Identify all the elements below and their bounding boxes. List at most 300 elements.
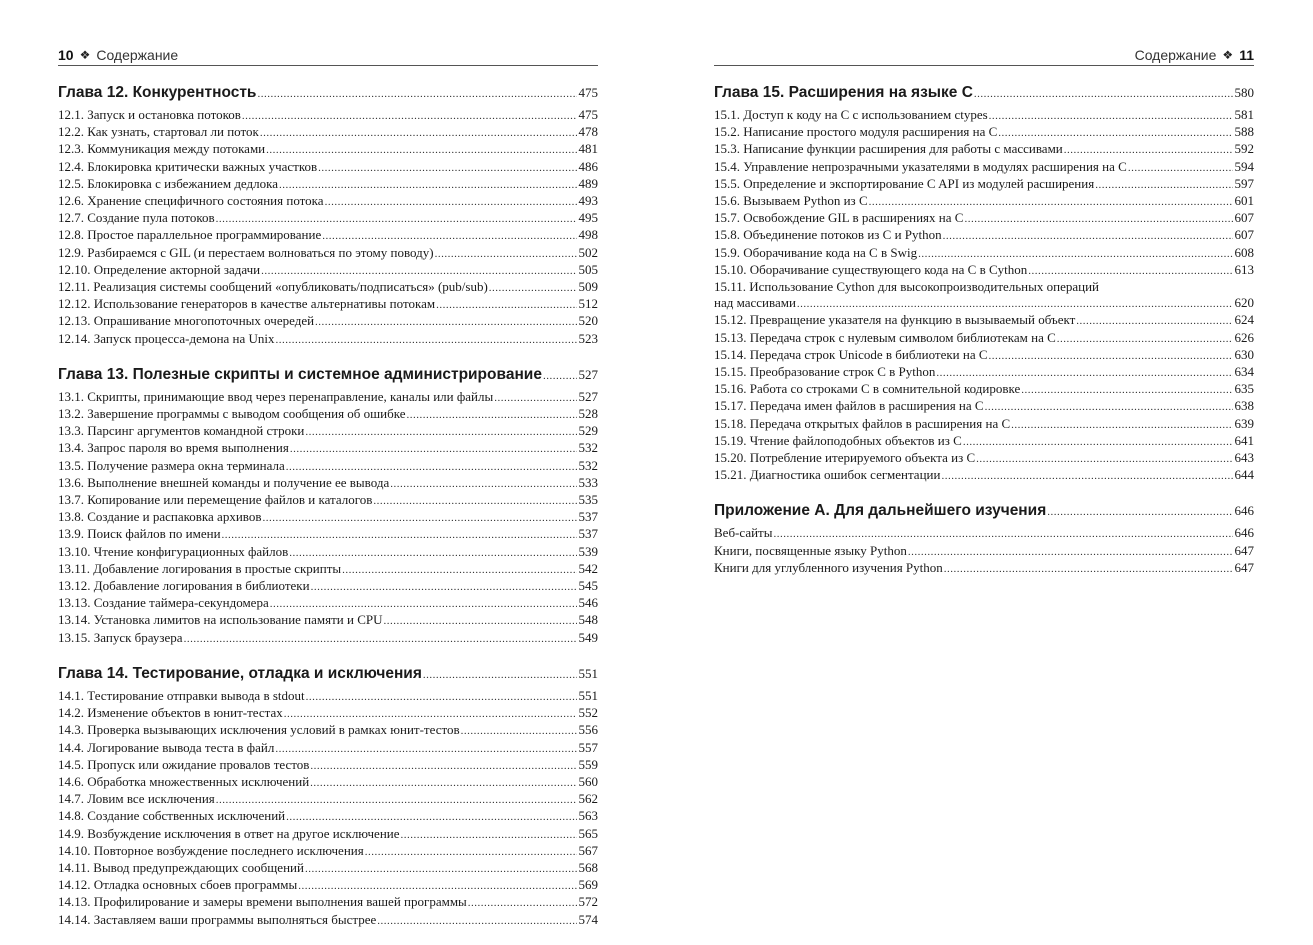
toc-entry[interactable] [58, 389, 598, 406]
toc-entry-title: 15.12. Превращение указателя на функцию в вызываемый объект [714, 312, 1076, 328]
chapter-page-number: 551 [578, 665, 598, 681]
toc-entry-title: 13.12. Добавление логирования в библиотеки [58, 578, 310, 594]
toc-entry-page-number: 557 [578, 739, 598, 755]
toc-entry[interactable] [714, 245, 1254, 262]
toc-entry-title: 15.4. Управление непрозрачными указателями в модулях расширения на C [714, 158, 1127, 174]
toc-entry-title: 13.11. Добавление логирования в простые скрипты [58, 560, 342, 576]
toc-entry[interactable] [58, 423, 598, 440]
toc-entry[interactable] [58, 475, 598, 492]
toc-entry-page-number: 509 [578, 279, 598, 295]
toc-entry-title: 15.18. Передача открытых файлов в расширения на C [714, 415, 1011, 431]
toc-entry-page-number: 613 [1234, 261, 1254, 277]
dot-leader [365, 844, 577, 860]
dot-leader [407, 407, 577, 423]
chapter-page-number: 580 [1234, 85, 1254, 100]
toc-entry[interactable] [714, 312, 1254, 329]
toc-entry[interactable] [58, 791, 598, 808]
toc-entry-page-number: 563 [578, 808, 598, 824]
running-head-left [58, 44, 598, 66]
toc-entry-title: 15.2. Написание простого модуля расширения на C [714, 124, 998, 140]
chapter-title: Глава 13. Полезные скрипты и системное администрирование [58, 365, 542, 383]
toc-entry[interactable] [58, 826, 598, 843]
dot-leader [260, 125, 577, 141]
dot-leader [918, 246, 1232, 262]
toc-entry-title: Книги, посвященные языку Python [714, 542, 907, 558]
dot-leader [284, 706, 577, 722]
toc-entry-page-number: 647 [1234, 542, 1254, 558]
toc-entry-page-number: 562 [578, 791, 598, 807]
toc-entry-title: 15.8. Объединение потоков из C и Python [714, 227, 942, 243]
toc-entry[interactable] [58, 227, 598, 244]
table-of-contents [58, 82, 598, 945]
toc-entry[interactable] [714, 467, 1254, 484]
dot-leader [266, 142, 576, 158]
toc-entry-title: 13.2. Завершение программы с выводом сообщения об ошибке [58, 406, 406, 422]
dot-leader [974, 83, 1233, 105]
toc-entry-page-number: 639 [1234, 415, 1254, 431]
dot-leader [423, 664, 577, 686]
toc-entry-page-number: 542 [578, 560, 598, 576]
toc-entry[interactable] [714, 416, 1254, 433]
dot-leader [989, 108, 1233, 124]
toc-entry-page-number: 552 [578, 705, 598, 721]
dot-leader [261, 263, 576, 279]
toc-entry-page-number: 486 [578, 158, 598, 174]
dot-leader [1028, 263, 1232, 279]
chapter-heading[interactable] [58, 82, 598, 105]
toc-entry-title: 13.1. Скрипты, принимающие ввод через перенаправление, каналы или файлы [58, 388, 494, 404]
toc-entry-page-number: 574 [578, 911, 598, 927]
toc-entry-page-number: 608 [1234, 244, 1254, 260]
toc-entry-page-number: 535 [578, 492, 598, 508]
dot-leader [279, 177, 576, 193]
dot-leader [401, 827, 577, 843]
toc-entry-title: 12.10. Определение акторной задачи [58, 261, 261, 277]
toc-entry-page-number: 647 [1234, 559, 1254, 575]
toc-entry[interactable] [714, 193, 1254, 210]
toc-entry-page-number: 551 [578, 687, 598, 703]
toc-entry-page-number: 548 [578, 612, 598, 628]
toc-entry[interactable] [58, 894, 598, 911]
dot-leader [216, 792, 577, 808]
dot-leader [216, 211, 577, 227]
toc-entry-title: 12.8. Простое параллельное программирование [58, 227, 322, 243]
dot-leader [390, 476, 576, 492]
chapter-page-number: 527 [578, 366, 598, 382]
toc-entry-title: 15.17. Передача имен файлов в расширения на C [714, 398, 984, 414]
toc-entry-page-number: 641 [1234, 432, 1254, 448]
dot-leader [286, 809, 576, 825]
toc-entry-page-number: 481 [578, 141, 598, 157]
dot-leader [325, 194, 577, 210]
toc-entry-title: 14.12. Отладка основных сбоев программы [58, 877, 298, 893]
toc-entry-title: 12.13. Опрашивание многопоточных очередей [58, 313, 315, 329]
dot-leader [257, 83, 576, 105]
toc-entry[interactable] [58, 843, 598, 860]
toc-entry[interactable] [714, 210, 1254, 227]
chapter-heading[interactable] [58, 364, 598, 387]
toc-entry-page-number: 588 [1234, 124, 1254, 140]
dot-leader [773, 526, 1232, 542]
dot-leader [275, 741, 576, 757]
toc-entry[interactable] [714, 159, 1254, 176]
dot-leader [461, 723, 577, 739]
toc-entry[interactable] [58, 774, 598, 791]
toc-entry[interactable] [58, 210, 598, 227]
toc-entry-title[interactable]: 15.11. Использование Cython для высокопроизводительных операций [714, 279, 1099, 295]
toc-entry[interactable] [58, 331, 598, 348]
dot-leader [377, 913, 576, 929]
toc-entry-title: 15.14. Передача строк Unicode в библиотеки на C [714, 346, 988, 362]
toc-entry[interactable] [58, 860, 598, 877]
toc-entry-page-number: 560 [578, 773, 598, 789]
toc-entry-title: 12.4. Блокировка критически важных участков [58, 158, 318, 174]
toc-entry-title: 14.13. Профилирование и замеры времени выполнения вашей программы [58, 894, 467, 910]
toc-entry-title: 15.16. Работа со строками C в сомнительной кодировке [714, 381, 1021, 397]
toc-entry[interactable] [58, 526, 598, 543]
dot-leader [310, 758, 576, 774]
dot-leader [543, 365, 577, 387]
toc-entry[interactable] [58, 440, 598, 457]
dot-leader [1011, 417, 1232, 433]
toc-entry-title: 13.9. Поиск файлов по имени [58, 526, 221, 542]
toc-entry-page-number: 607 [1234, 210, 1254, 226]
toc-entry-title: 14.9. Возбуждение исключения в ответ на другое исключение [58, 825, 400, 841]
running-title: Содержание [96, 46, 179, 63]
page-number: 11 [1239, 46, 1254, 63]
toc-entry-title: 12.9. Разбираемся с GIL (и перестаем волноваться по этому поводу) [58, 244, 434, 260]
toc-entry-title: 12.7. Создание пула потоков [58, 210, 215, 226]
toc-entry-title: 15.21. Диагностика ошибок сегментации [714, 467, 941, 483]
toc-entry[interactable] [58, 912, 598, 929]
toc-entry[interactable] [58, 176, 598, 193]
toc-entry-title: 12.2. Как узнать, стартовал ли поток [58, 124, 259, 140]
toc-entry-title: 14.4. Логирование вывода теста в файл [58, 739, 275, 755]
toc-entry-title: 13.10. Чтение конфигурационных файлов [58, 543, 289, 559]
toc-entry-page-number: 643 [1234, 450, 1254, 466]
toc-entry-page-number: 559 [578, 756, 598, 772]
toc-entry[interactable] [714, 450, 1254, 467]
dot-leader [494, 390, 576, 406]
chapter-heading[interactable] [714, 500, 1254, 523]
ornament-icon: ❖ [1222, 47, 1234, 62]
dot-leader [1021, 382, 1232, 398]
dot-leader [286, 459, 577, 475]
dot-leader [290, 441, 577, 457]
chapter-title: Глава 12. Конкурентность [58, 84, 257, 101]
dot-leader [943, 228, 1233, 244]
dot-leader [964, 211, 1232, 227]
toc-entry[interactable] [58, 193, 598, 210]
toc-entry-page-number: 597 [1234, 175, 1254, 191]
toc-entry[interactable] [714, 295, 1254, 312]
chapter-title: Глава 15. Расширения на языке C [714, 84, 973, 101]
toc-entry-page-number: 592 [1234, 141, 1254, 157]
toc-entry-page-number: 556 [578, 722, 598, 738]
toc-entry[interactable] [58, 262, 598, 279]
toc-entry-page-number: 624 [1234, 312, 1254, 328]
toc-entry-title: 14.8. Создание собственных исключений [58, 808, 286, 824]
dot-leader [797, 296, 1233, 312]
toc-entry-title: 15.3. Написание функции расширения для работы с массивами [714, 141, 1063, 157]
toc-entry-title: 14.7. Ловим все исключения [58, 791, 215, 807]
chapter-section [58, 82, 598, 348]
toc-entry-title: 15.10. Оборачивание существующего кода на C в Cython [714, 261, 1028, 277]
dot-leader [998, 125, 1232, 141]
chapter-title: Глава 14. Тестирование, отладка и исключения [58, 664, 422, 682]
toc-entry[interactable] [58, 757, 598, 774]
toc-entry-page-number: 569 [578, 877, 598, 893]
dot-leader [373, 493, 576, 509]
toc-entry-title: 15.20. Потребление итерируемого объекта из C [714, 450, 976, 466]
toc-entry-page-number: 532 [578, 457, 598, 473]
running-head-right [714, 44, 1254, 66]
toc-entry-title: 13.8. Создание и распаковка архивов [58, 509, 262, 525]
dot-leader [342, 562, 576, 578]
toc-entry[interactable] [58, 705, 598, 722]
dot-leader [468, 895, 577, 911]
dot-leader [944, 561, 1233, 577]
toc-entry[interactable] [714, 176, 1254, 193]
toc-entry-page-number: 565 [578, 825, 598, 841]
dot-leader [985, 399, 1233, 415]
toc-entry-title: 12.6. Хранение специфичного состояния потока [58, 193, 324, 209]
toc-entry-page-number: 489 [578, 175, 598, 191]
chapter-title: Приложение А. Для дальнейшего изучения [714, 502, 1047, 520]
toc-entry[interactable] [58, 107, 598, 124]
toc-entry-title: Веб-сайты [714, 525, 773, 541]
toc-entry-page-number: 601 [1234, 193, 1254, 209]
toc-entry[interactable] [58, 296, 598, 313]
toc-entry[interactable] [58, 688, 598, 705]
toc-entry[interactable] [714, 262, 1254, 279]
toc-entry[interactable] [58, 313, 598, 330]
toc-entry[interactable] [58, 808, 598, 825]
toc-entry-title: 12.3. Коммуникация между потоками [58, 141, 266, 157]
toc-entry-page-number: 523 [578, 330, 598, 346]
toc-entry-page-number: 567 [578, 842, 598, 858]
dot-leader [435, 246, 577, 262]
toc-entry-page-number: 607 [1234, 227, 1254, 243]
dot-leader [222, 527, 577, 543]
dot-leader [318, 160, 576, 176]
toc-entry[interactable] [714, 560, 1254, 577]
toc-entry-title: 13.14. Установка лимитов на использование памяти и CPU [58, 612, 383, 628]
toc-entry-title: 12.11. Реализация системы сообщений «опубликовать/подписаться» (pub/sub) [58, 279, 488, 295]
toc-entry-title: 15.13. Передача строк с нулевым символом библиотекам на C [714, 329, 1056, 345]
toc-entry[interactable] [714, 330, 1254, 347]
toc-entry-title: 14.2. Изменение объектов в юнит-тестах [58, 705, 283, 721]
toc-entry[interactable] [58, 279, 598, 296]
ornament-icon: ❖ [79, 47, 91, 62]
toc-entry[interactable] [714, 381, 1254, 398]
chapter-heading[interactable] [58, 663, 598, 686]
dot-leader [306, 689, 577, 705]
toc-entry-page-number: 568 [578, 859, 598, 875]
toc-entry-title: 14.3. Проверка вызывающих исключения условий в рамках юнит-тестов [58, 722, 460, 738]
toc-entry-title: 15.7. Освобождение GIL в расширениях на C [714, 210, 964, 226]
dot-leader [384, 613, 577, 629]
toc-entry[interactable] [714, 227, 1254, 244]
toc-entry-title: 15.19. Чтение файлоподобных объектов из C [714, 432, 962, 448]
dot-leader [1057, 331, 1233, 347]
dot-leader [989, 348, 1233, 364]
dot-leader [1128, 160, 1233, 176]
dot-leader [311, 579, 577, 595]
dot-leader [941, 468, 1232, 484]
dot-leader [1095, 177, 1232, 193]
toc-entry-page-number: 505 [578, 261, 598, 277]
toc-entry-page-number: 502 [578, 244, 598, 260]
toc-entry-page-number: 533 [578, 474, 598, 490]
toc-entry[interactable] [58, 406, 598, 423]
dot-leader [262, 510, 576, 526]
toc-entry[interactable] [58, 630, 598, 647]
dot-leader [436, 297, 576, 313]
dot-leader [1047, 501, 1232, 523]
toc-entry-title: 13.6. Выполнение внешней команды и получение ее вывода [58, 474, 390, 490]
toc-entry-page-number: 646 [1234, 525, 1254, 541]
toc-entry[interactable] [714, 124, 1254, 141]
toc-entry-title: 14.14. Заставляем ваши программы выполняться быстрее [58, 911, 377, 927]
toc-entry-page-number: 475 [578, 107, 598, 122]
dot-leader [289, 545, 576, 561]
toc-entry-page-number: 594 [1234, 158, 1254, 174]
toc-entry-title: 14.10. Повторное возбуждение последнего исключения [58, 842, 364, 858]
toc-entry[interactable] [58, 722, 598, 739]
toc-entry-title: 13.13. Создание таймера-секундомера [58, 595, 269, 611]
dot-leader [976, 451, 1232, 467]
toc-entry-title: 13.4. Запрос пароля во время выполнения [58, 440, 289, 456]
toc-entry-page-number: 493 [578, 193, 598, 209]
toc-entry-page-number: 620 [1234, 295, 1254, 311]
toc-entry-title: 12.5. Блокировка с избежанием дедлока [58, 175, 279, 191]
dot-leader [869, 194, 1233, 210]
toc-entry-page-number: 537 [578, 526, 598, 542]
chapter-section [714, 82, 1254, 484]
toc-entry-page-number: 539 [578, 543, 598, 559]
dot-leader [242, 108, 577, 124]
toc-entry-title: 14.6. Обработка множественных исключений [58, 773, 310, 789]
toc-entry-title-continued: над массивами [714, 295, 796, 311]
toc-entry-page-number: 634 [1234, 364, 1254, 380]
toc-entry-page-number: 581 [1234, 107, 1254, 122]
dot-leader [276, 332, 577, 348]
toc-entry[interactable] [58, 492, 598, 509]
dot-leader [298, 878, 576, 894]
chapter-page-number: 475 [578, 85, 598, 100]
toc-entry-page-number: 537 [578, 509, 598, 525]
toc-entry-page-number: 529 [578, 423, 598, 439]
toc-entry-page-number: 630 [1234, 346, 1254, 362]
dot-leader [908, 544, 1233, 560]
toc-entry-page-number: 520 [578, 313, 598, 329]
toc-entry-page-number: 528 [578, 406, 598, 422]
table-of-contents [714, 82, 1254, 593]
toc-entry[interactable] [714, 347, 1254, 364]
toc-entry[interactable] [714, 398, 1254, 415]
toc-entry-page-number: 572 [578, 894, 598, 910]
toc-entry[interactable] [714, 433, 1254, 450]
toc-entry-title: 15.5. Определение и экспортирование C API из модулей расширения [714, 175, 1095, 191]
toc-entry[interactable] [58, 124, 598, 141]
toc-entry-page-number: 549 [578, 629, 598, 645]
toc-entry-title: 12.14. Запуск процесса-демона на Unix [58, 330, 275, 346]
toc-entry-page-number: 532 [578, 440, 598, 456]
dot-leader [1064, 142, 1233, 158]
toc-entry[interactable] [58, 245, 598, 262]
toc-entry-title: 15.6. Вызываем Python из C [714, 193, 868, 209]
running-title: Содержание [1134, 46, 1217, 63]
dot-leader [310, 775, 576, 791]
dot-leader [963, 434, 1233, 450]
toc-entry-page-number: 527 [578, 388, 598, 404]
toc-entry[interactable] [58, 141, 598, 158]
page-number: 10 [58, 46, 74, 63]
toc-entry-page-number: 644 [1234, 467, 1254, 483]
toc-entry-title: 14.11. Вывод предупреждающих сообщений [58, 859, 304, 875]
toc-entry[interactable] [58, 159, 598, 176]
toc-entry-title: 13.5. Получение размера окна терминала [58, 457, 285, 473]
toc-entry[interactable] [58, 561, 598, 578]
toc-entry-title: 14.5. Пропуск или ожидание провалов тестов [58, 756, 310, 772]
toc-entry[interactable] [714, 364, 1254, 381]
toc-entry[interactable] [58, 458, 598, 475]
toc-entry-title: Книги для углубленного изучения Python [714, 559, 943, 575]
chapter-section [58, 663, 598, 929]
chapter-section [58, 364, 598, 647]
toc-entry[interactable] [58, 612, 598, 629]
toc-entry[interactable] [58, 595, 598, 612]
toc-entry[interactable] [58, 544, 598, 561]
chapter-section [714, 500, 1254, 577]
dot-leader [936, 365, 1232, 381]
dot-leader [315, 314, 576, 330]
toc-entry-title: 12.12. Использование генераторов в качестве альтернативы потокам [58, 296, 436, 312]
toc-entry[interactable] [714, 543, 1254, 560]
toc-entry-title: 13.7. Копирование или перемещение файлов и каталогов [58, 492, 373, 508]
toc-entry-title: 15.15. Преобразование строк C в Python [714, 364, 936, 380]
chapter-page-number: 646 [1234, 503, 1254, 519]
toc-entry-page-number: 545 [578, 578, 598, 594]
dot-leader [1076, 313, 1232, 329]
toc-entry-page-number: 478 [578, 124, 598, 140]
toc-entry-page-number: 498 [578, 227, 598, 243]
toc-entry[interactable] [58, 877, 598, 894]
dot-leader [305, 424, 576, 440]
toc-entry[interactable] [714, 141, 1254, 158]
toc-entry[interactable] [58, 509, 598, 526]
toc-entry-title: 15.1. Доступ к коду на C с использованием ctypes [714, 107, 988, 122]
toc-entry[interactable] [714, 107, 1254, 124]
toc-entry[interactable] [714, 525, 1254, 542]
toc-entry-page-number: 635 [1234, 381, 1254, 397]
toc-entry-title: 14.1. Тестирование отправки вывода в stdout [58, 687, 305, 703]
toc-entry[interactable] [58, 740, 598, 757]
dot-leader [184, 631, 577, 647]
dot-leader [489, 280, 577, 296]
toc-entry[interactable] [58, 578, 598, 595]
dot-leader [270, 596, 577, 612]
toc-entry-page-number: 512 [578, 296, 598, 312]
toc-entry-page-number: 546 [578, 595, 598, 611]
toc-entry-page-number: 626 [1234, 329, 1254, 345]
dot-leader [322, 228, 576, 244]
toc-entry-title: 15.9. Оборачивание кода на C в Swig [714, 244, 918, 260]
dot-leader [305, 861, 577, 877]
toc-entry-page-number: 638 [1234, 398, 1254, 414]
chapter-heading[interactable] [714, 82, 1254, 105]
